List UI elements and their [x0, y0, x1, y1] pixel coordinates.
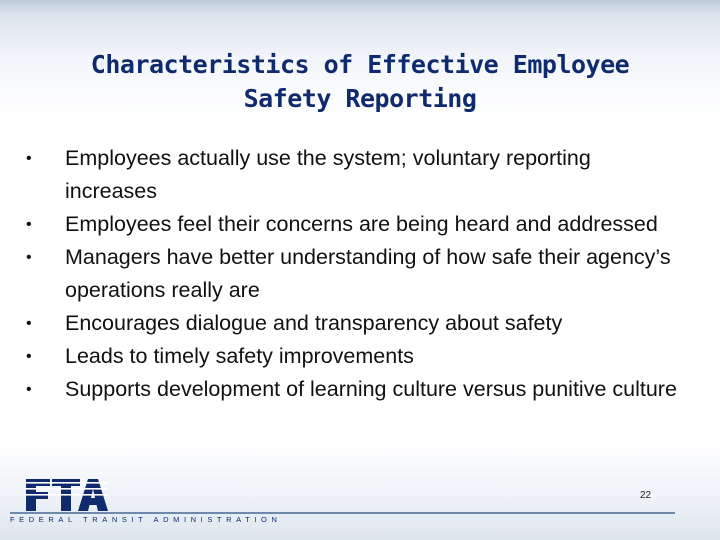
slide-title-line: Characteristics of Effective Employee	[90, 50, 630, 79]
bullet-text: Managers have better understanding of how safe their agency’s operations really are	[65, 245, 671, 302]
bullet-text: Employees feel their concerns are being heard and addressed	[65, 212, 658, 236]
bullet-text: Supports development of learning culture versus punitive culture	[65, 377, 677, 401]
bullet-text: Employees actually use the system; voluntary reporting increases	[65, 146, 591, 203]
bullet-text: Encourages dialogue and transparency about safety	[65, 311, 563, 335]
bullet-item	[26, 340, 686, 373]
bullet-item	[26, 208, 686, 241]
slide-title	[20, 48, 700, 116]
bullet-list	[26, 142, 686, 406]
page-number: 22	[640, 490, 652, 501]
bullet-marker: •	[26, 348, 32, 365]
bullet-item	[26, 142, 686, 208]
bullet-marker: •	[26, 216, 32, 233]
fta-logo	[10, 477, 300, 525]
bullet-marker: •	[26, 249, 32, 266]
bullet-item	[26, 373, 686, 406]
fta-logo-icon	[24, 477, 108, 513]
logo-subtitle: FEDERAL TRANSIT ADMINISTRATION	[10, 515, 282, 524]
bullet-text: Leads to timely safety improvements	[65, 344, 414, 368]
bullet-marker: •	[26, 381, 32, 398]
bullet-item	[26, 241, 686, 307]
slide-title-line: Safety Reporting	[243, 84, 477, 113]
bullet-item	[26, 307, 686, 340]
bullet-marker: •	[26, 150, 32, 167]
bullet-marker: •	[26, 315, 32, 332]
